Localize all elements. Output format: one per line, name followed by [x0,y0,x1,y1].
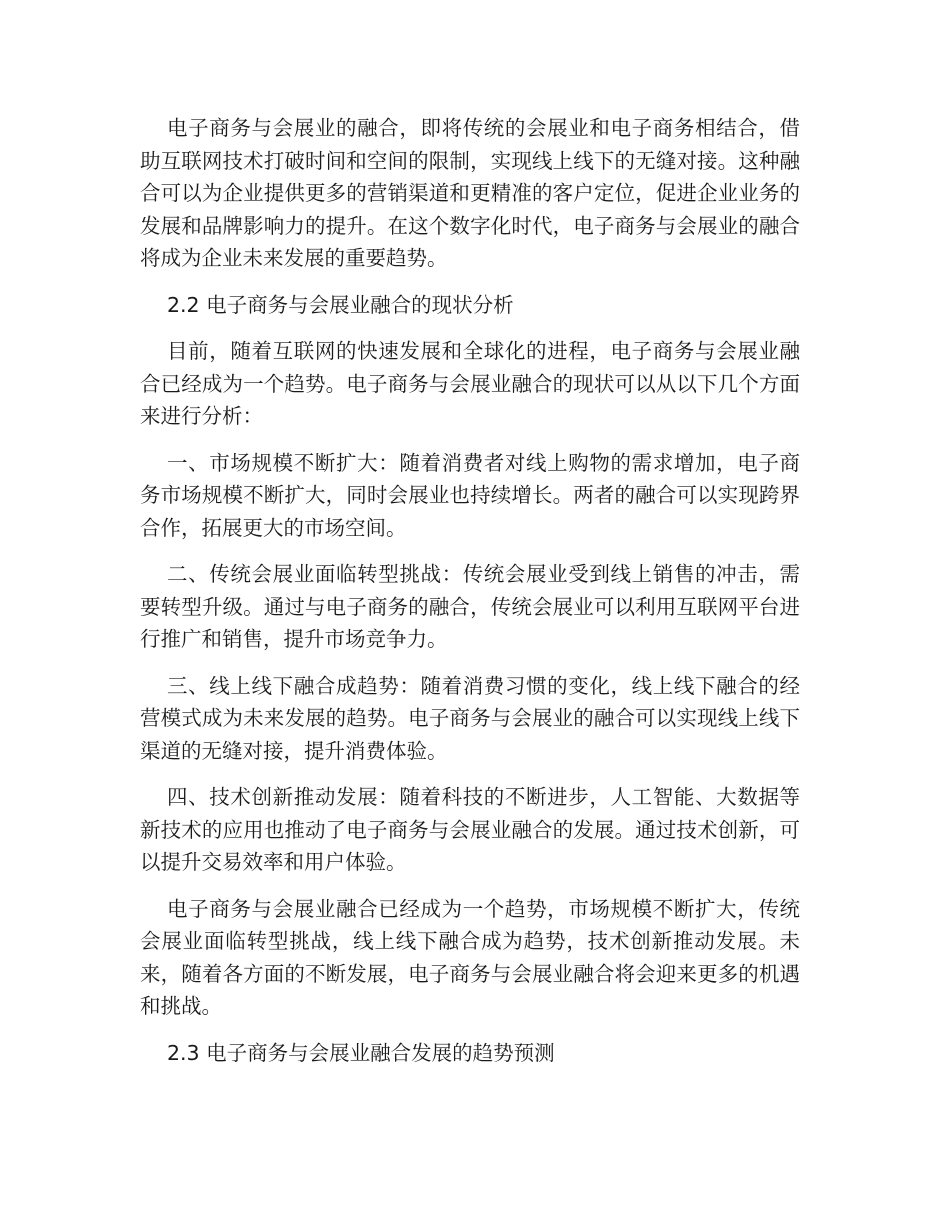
paragraph-point-3: 三、线上线下融合成趋势：随着消费习惯的变化，线上线下融合的经营模式成为未来发展的趋势。电子商务与会展业的融合可以实现线上线下渠道的无缝对接，提升消费体验。 [140,673,800,763]
paragraph-summary: 电子商务与会展业融合已经成为一个趋势，市场规模不断扩大，传统会展业面临转型挑战，线上线下融合成为趋势，技术创新推动发展。未来，随着各方面的不断发展，电子商务与会展业融合将会迎来更多的机遇和挑战。 [140,896,800,1018]
section-heading-2-2: 2.2 电子商务与会展业融合的现状分析 [167,292,514,317]
section-heading-2-3: 2.3 电子商务与会展业融合发展的趋势预测 [167,1040,555,1065]
paragraph-status-overview: 目前，随着互联网的快速发展和全球化的进程，电子商务与会展业融合已经成为一个趋势。电子商务与会展业融合的现状可以从以下几个方面来进行分析： [140,339,800,428]
paragraph-point-2: 二、传统会展业面临转型挑战：传统会展业受到线上销售的冲击，需要转型升级。通过与电子商务的融合，传统会展业可以利用互联网平台进行推广和销售，提升市场竞争力。 [140,562,800,651]
paragraph-point-4: 四、技术创新推动发展：随着科技的不断进步，人工智能、大数据等新技术的应用也推动了电子商务与会展业融合的发展。通过技术创新，可以提升交易效率和用户体验。 [140,785,800,874]
paragraph-intro: 电子商务与会展业的融合，即将传统的会展业和电子商务相结合，借助互联网技术打破时间和空间的限制，实现线上线下的无缝对接。这种融合可以为企业提供更多的营销渠道和更精准的客户定位，促进企业业务的发展和品牌影响力的提升。在这个数字化时代，电子商务与会展业的融合将成为企业未来发展的重要趋势。 [140,116,800,270]
document-page [140,112,800,1083]
paragraph-point-1: 一、市场规模不断扩大：随着消费者对线上购物的需求增加，电子商务市场规模不断扩大，同时会展业也持续增长。两者的融合可以实现跨界合作，拓展更大的市场空间。 [140,450,800,540]
